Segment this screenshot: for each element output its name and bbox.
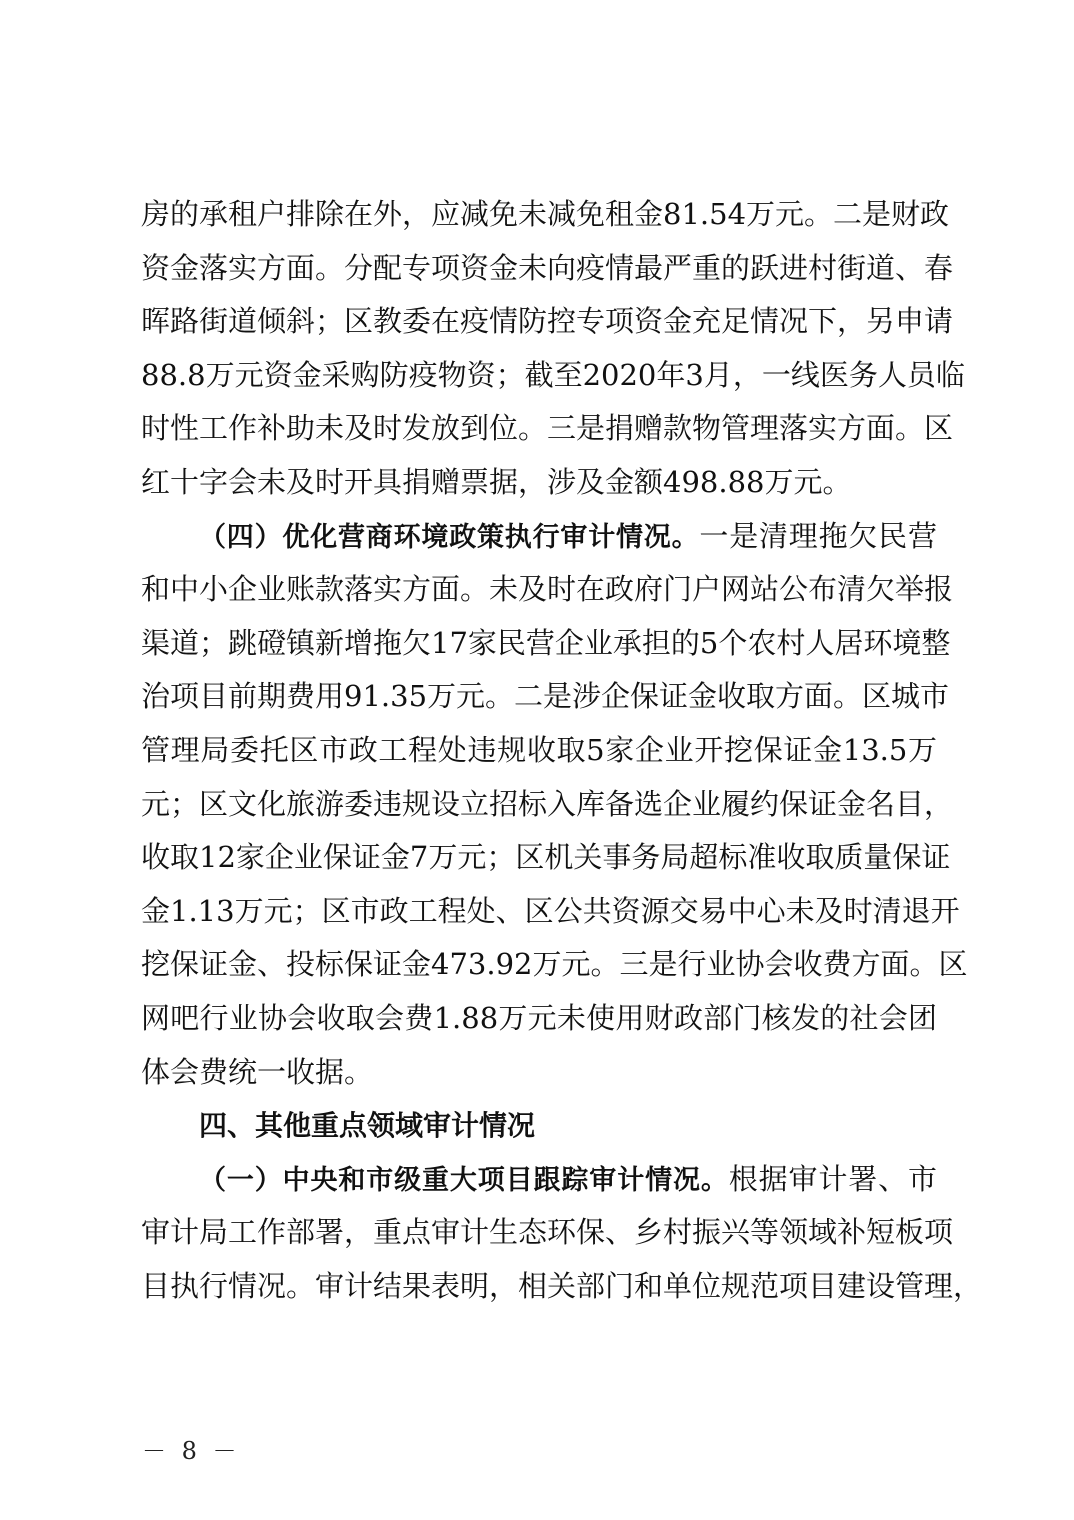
text-line: 时性工作补助未及时发放到位。三是捐赠款物管理落实方面。区 bbox=[141, 411, 954, 446]
subsection-text: 根据审计署、市 bbox=[728, 1161, 937, 1196]
text-line: 渠道；跳磴镇新增拖欠17家民营企业承担的5个农村人居环境整 bbox=[141, 625, 951, 660]
text-line: 审计局工作部署，重点审计生态环保、乡村振兴等领域补短板项 bbox=[141, 1215, 954, 1250]
subsection-line bbox=[141, 510, 937, 564]
text-line: 房的承租户排除在外，应减免未减免租金81.54万元。二是财政 bbox=[141, 197, 950, 231]
subsection-line bbox=[141, 1153, 937, 1207]
text-line: 收取12家企业保证金7万元；区机关事务局超标准收取质量保证 bbox=[141, 840, 951, 875]
subsection-title: （四）优化营商环境政策执行审计情况。 bbox=[199, 521, 700, 553]
subsection-text: 一是清理拖欠民营 bbox=[699, 518, 937, 553]
subsection-title: （一）中央和市级重大项目跟踪审计情况。 bbox=[199, 1164, 729, 1196]
page-number: － 8 － bbox=[142, 1437, 241, 1465]
text-line: 治项目前期费用91.35万元。二是涉企保证金收取方面。区城市 bbox=[141, 679, 950, 714]
section-heading: 四、其他重点领域审计情况 bbox=[199, 1109, 536, 1143]
text-line: 体会费统一收据。 bbox=[141, 1054, 374, 1089]
text-line: 晖路街道倾斜；区教委在疫情防控专项资金充足情况下，另申请 bbox=[141, 304, 954, 339]
text-line: 88.8万元资金采购防疫物资；截至2020年3月，一线医务人员临 bbox=[141, 357, 965, 392]
text-line: 和中小企业账款落实方面。未及时在政府门户网站公布清欠举报 bbox=[141, 572, 954, 607]
body-text bbox=[141, 188, 983, 1313]
text-line: 资金落实方面。分配专项资金未向疫情最严重的跃进村街道、春 bbox=[141, 250, 954, 285]
text-line: 网吧行业协会收取会费1.88万元未使用财政部门核发的社会团 bbox=[141, 1000, 937, 1035]
text-line: 红十字会未及时开具捐赠票据，涉及金额498.88万元。 bbox=[141, 464, 852, 499]
text-line: 管理局委托区市政工程处违规收取5家企业开挖保证金13.5万 bbox=[141, 732, 937, 767]
text-line: 元；区文化旅游委违规设立招标入库备选企业履约保证金名目， bbox=[141, 786, 954, 821]
text-line: 挖保证金、投标保证金473.92万元。三是行业协会收费方面。区 bbox=[141, 947, 968, 982]
text-line: 金1.13万元；区市政工程处、区公共资源交易中心未及时清退开 bbox=[141, 893, 960, 928]
text-line: 目执行情况。审计结果表明，相关部门和单位规范项目建设管理， bbox=[141, 1268, 983, 1303]
